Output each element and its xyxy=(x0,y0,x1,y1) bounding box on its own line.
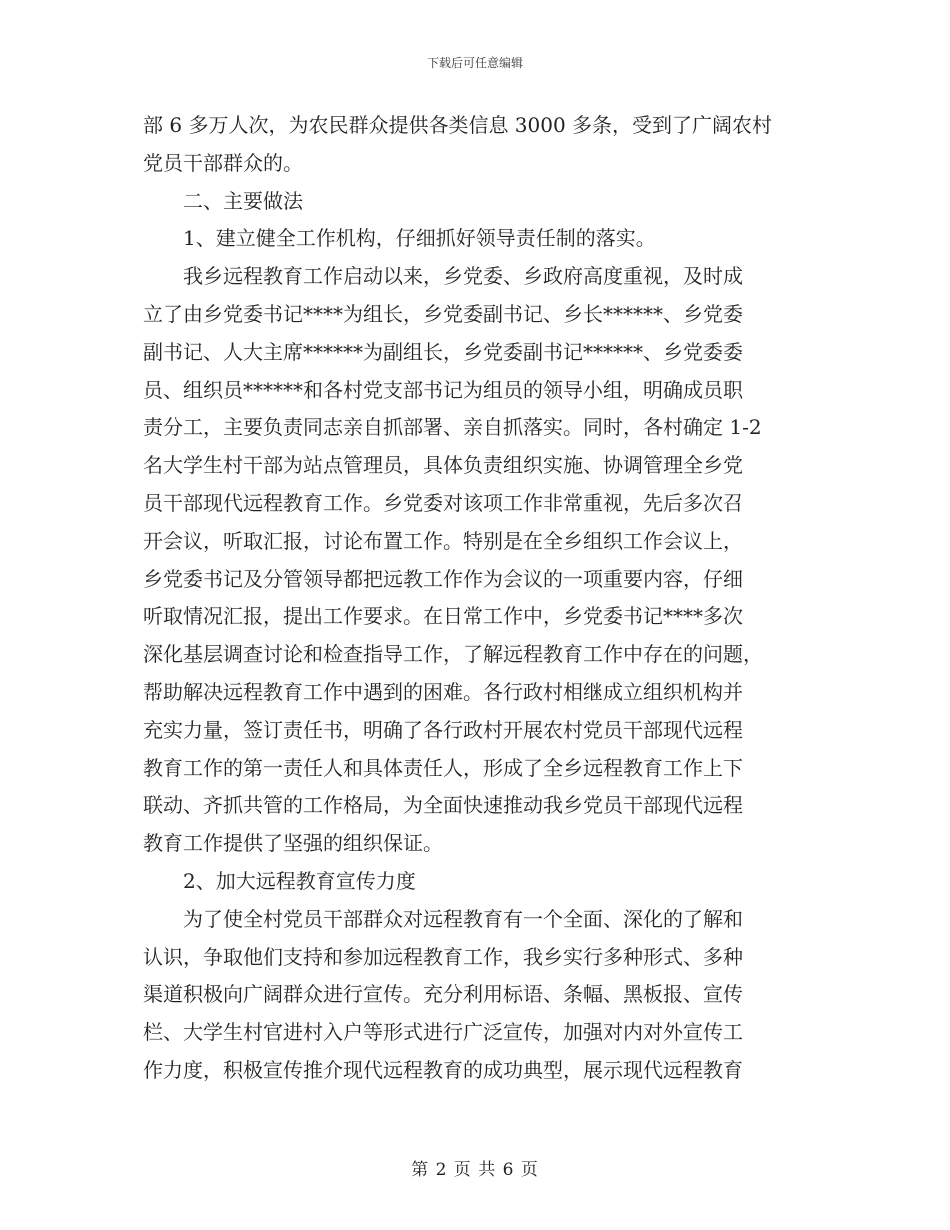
subsection-heading: 2、加大远程教育宣传力度 xyxy=(143,868,416,893)
text-line: 渠道积极向广阔群众进行宣传。充分利用标语、条幅、黑板报、宣传 xyxy=(143,982,743,1007)
text-line: 名大学生村干部为站点管理员，具体负责组织实施、协调管理全乡党 xyxy=(143,453,743,478)
text-line: 员、组织员******和各村党支部书记为组员的领导小组，明确成员职 xyxy=(143,377,743,402)
text-line: 充实力量，签订责任书，明确了各行政村开展农村党员干部现代远程 xyxy=(143,717,743,742)
text-line: 副书记、人大主席******为副组长，乡党委副书记******、乡党委委 xyxy=(143,339,743,364)
page-header: 下载后可任意编辑 xyxy=(426,56,523,70)
text-line: 教育工作的第一责任人和具体责任人，形成了全乡远程教育工作上下 xyxy=(143,755,743,780)
text-line: 为了使全村党员干部群众对远程教育有一个全面、深化的了解和 xyxy=(143,906,743,931)
text-line: 作力度，积极宣传推介现代远程教育的成功典型，展示现代远程教育 xyxy=(143,1057,743,1082)
text-line: 联动、齐抓共管的工作格局，为全面快速推动我乡党员干部现代远程 xyxy=(143,793,743,818)
text-line: 帮助解决远程教育工作中遇到的困难。各行政村相继成立组织机构并 xyxy=(143,679,743,704)
text-line: 认识，争取他们支持和参加远程教育工作，我乡实行多种形式、多种 xyxy=(143,944,743,969)
document-body xyxy=(143,107,807,1090)
text-line: 乡党委书记及分管领导都把远教工作作为会议的一项重要内容，仔细 xyxy=(143,566,743,591)
text-line: 党员干部群众的。 xyxy=(143,150,303,175)
text-line: 立了由乡党委书记****为组长，乡党委副书记、乡长******、乡党委 xyxy=(143,301,743,326)
text-line: 部 6 多万人次，为农民群众提供各类信息 3000 多条，受到了广阔农村 xyxy=(143,113,773,137)
text-line: 听取情况汇报，提出工作要求。在日常工作中，乡党委书记****多次 xyxy=(143,604,743,629)
text-line: 教育工作提供了坚强的组织保证。 xyxy=(143,831,443,856)
subsection-heading: 1、建立健全工作机构，仔细抓好领导责任制的落实。 xyxy=(143,226,656,251)
section-heading: 二、主要做法 xyxy=(143,188,303,213)
text-line: 开会议，听取汇报，讨论布置工作。特别是在全乡组织工作会议上， xyxy=(143,528,743,553)
text-line: 深化基层调查讨论和检查指导工作，了解远程教育工作中存在的问题， xyxy=(143,642,763,667)
page-number: 第 2 页 共 6 页 xyxy=(411,1160,539,1180)
text-line: 栏、大学生村官进村入户等形式进行广泛宣传，加强对内对外宣传工 xyxy=(143,1020,743,1045)
text-line: 我乡远程教育工作启动以来，乡党委、乡政府高度重视，及时成 xyxy=(143,264,743,289)
text-line: 责分工，主要负责同志亲自抓部署、亲自抓落实。同时，各村确定 1-2 xyxy=(143,415,762,440)
text-line: 员干部现代远程教育工作。乡党委对该项工作非常重视，先后多次召 xyxy=(143,490,743,515)
